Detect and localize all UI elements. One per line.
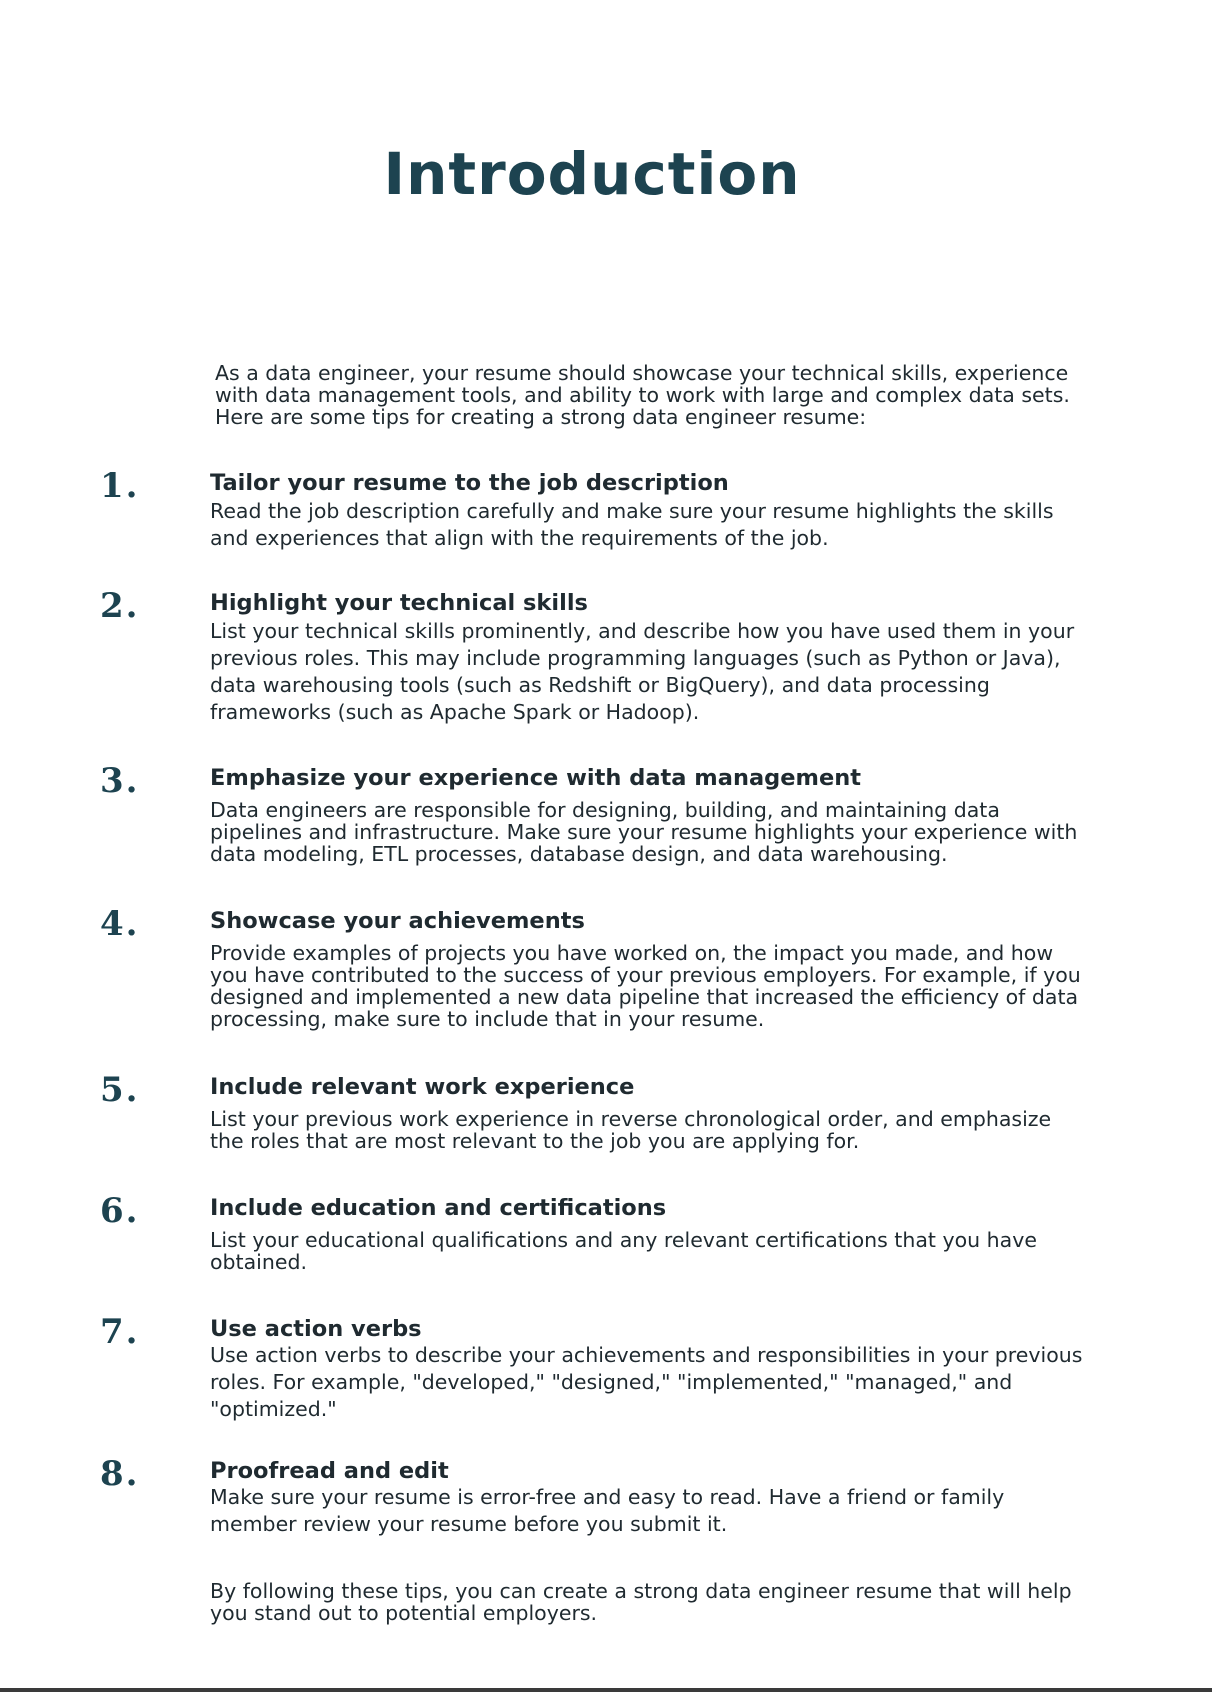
tip-body: List your technical skills prominently, and describe how you have used them in your previous roles. This may include programming languages (such as Python or Java), data warehousing tools (such as Redshift or BigQuery), and data processing frameworks (such as Apache Spark or Hadoop). [210, 619, 1075, 724]
tip-number: 6. [100, 1191, 140, 1231]
tip-heading: Tailor your resume to the job description [210, 470, 729, 496]
tip-heading: Showcase your achievements [210, 908, 585, 934]
tip-heading: Include education and certifications [210, 1195, 667, 1221]
page-title: Introduction [383, 140, 801, 208]
closing-paragraph: By following these tips, you can create a strong data engineer resume that will help you stand out to potential employers. [210, 1579, 1072, 1625]
tip-number: 8. [100, 1454, 140, 1494]
tip-number: 5. [100, 1070, 140, 1110]
tip-heading: Highlight your technical skills [210, 590, 588, 616]
tip-heading: Include relevant work experience [210, 1074, 635, 1100]
page-bottom-edge [0, 1688, 1212, 1692]
tip-body: Read the job description carefully and make sure your resume highlights the skills and experiences that align with the requirements of the job. [210, 499, 1054, 550]
tip-body: List your previous work experience in reverse chronological order, and emphasize the roles that are most relevant to the job you are applying for. [210, 1107, 1052, 1153]
tip-body: Make sure your resume is error-free and easy to read. Have a friend or family member review your resume before you submit it. [210, 1485, 1005, 1536]
tip-body: Use action verbs to describe your achievements and responsibilities in your previous roles. For example, "developed," "designed," "implemented," "managed," and "optimized." [210, 1343, 1083, 1421]
tip-body: Data engineers are responsible for designing, building, and maintaining data pipelines and infrastructure. Make sure your resume highlights your experience with data modeling, ETL processes, database design, and data warehousing. [210, 798, 1078, 866]
tip-number: 3. [100, 761, 140, 801]
tip-body: List your educational qualifications and any relevant certifications that you have obtained. [210, 1228, 1037, 1274]
tip-heading: Proofread and edit [210, 1458, 449, 1484]
tip-heading: Use action verbs [210, 1316, 422, 1342]
tip-number: 4. [100, 904, 140, 944]
intro-paragraph: As a data engineer, your resume should showcase your technical skills, experience with data management tools, and ability to work with large and complex data sets. Here are some tips for creating a strong data engineer resume: [215, 361, 1070, 429]
tip-number: 2. [100, 586, 140, 626]
tip-heading: Emphasize your experience with data management [210, 765, 861, 791]
tip-number: 7. [100, 1312, 140, 1352]
tip-body: Provide examples of projects you have worked on, the impact you made, and how you have contributed to the success of your previous employers. For example, if you designed and implemented a new data pipeline that increased the efficiency of data processing, make sure to include that in your resume. [210, 941, 1081, 1031]
tip-number: 1. [100, 466, 140, 506]
